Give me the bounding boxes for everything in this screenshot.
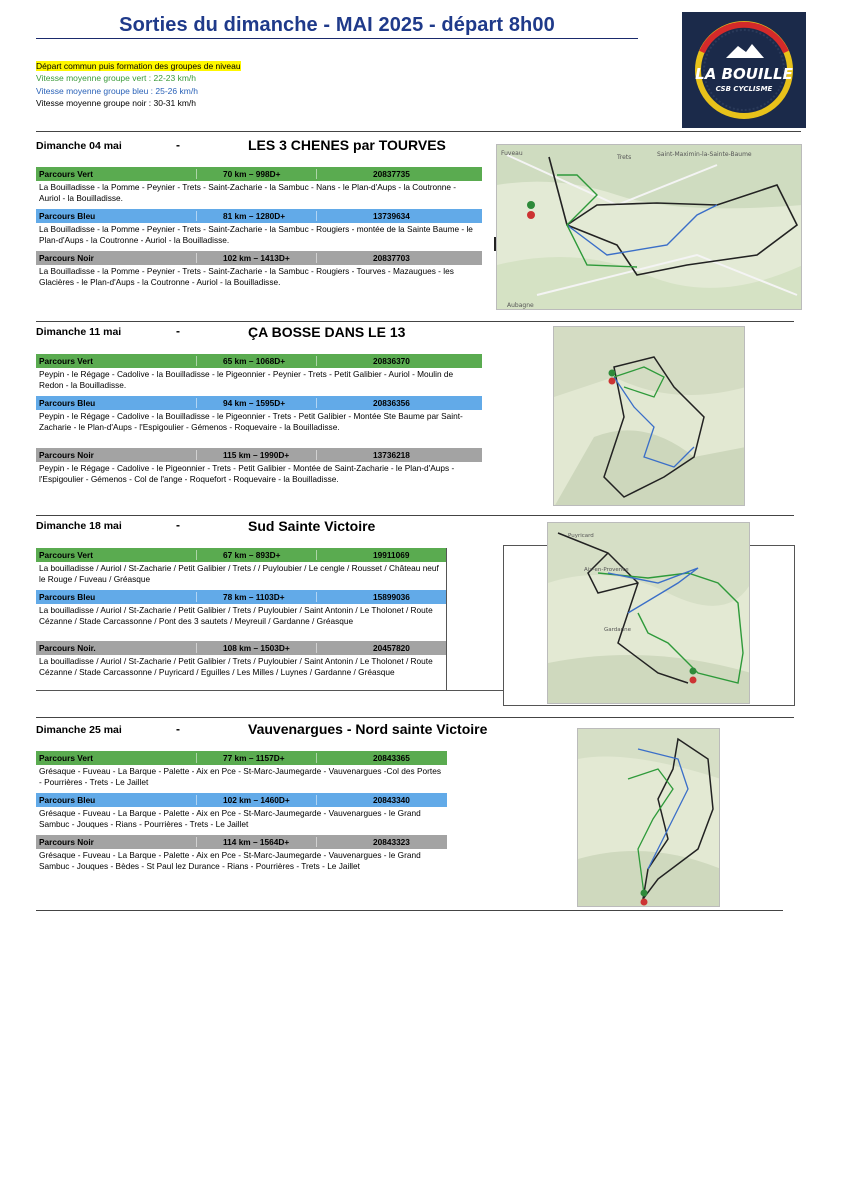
intro-line-bleu: Vitesse moyenne groupe bleu : 25-26 km/h [36, 85, 198, 96]
route-label: Parcours Noir [39, 253, 94, 263]
route-row-bleu[interactable] [36, 396, 482, 410]
route-row-bleu[interactable] [36, 590, 446, 604]
section-title: Sud Sainte Victoire [248, 518, 376, 534]
map-label: Trets [617, 154, 632, 161]
route-map[interactable] [577, 728, 720, 907]
section-dash: - [176, 722, 180, 736]
route-code: 20843340 [316, 795, 447, 805]
route-distance: 102 km – 1460D+ [196, 795, 316, 805]
intro-line-vert: Vitesse moyenne groupe vert : 22-23 km/h [36, 73, 197, 84]
route-row-noir[interactable] [36, 448, 482, 462]
table-connector [447, 690, 503, 691]
section-title: ÇA BOSSE DANS LE 13 [248, 324, 406, 340]
route-distance: 65 km – 1068D+ [196, 356, 316, 366]
route-distance: 114 km – 1564D+ [196, 837, 316, 847]
separator [36, 910, 783, 911]
logo-sub: CSB CYCLISME [715, 85, 773, 93]
route-description: La Bouilladisse - la Pomme - Peynier - Trets - Saint-Zacharie - la Sambuc - Nans - le Plan-d'Aups - la Coutronne - Auriol - la Bouilladisse. [39, 182, 457, 203]
route-description: Grésaque - Fuveau - La Barque - Palette - Aix en Pce - St-Marc-Jaumegarde - Vauvenargues - le Grand Sambuc - Jouques - Bèdes - St Paul lez Durance - Rians - Pourrières - Trets - Le Jaillet [39, 850, 421, 871]
route-map[interactable] [547, 522, 750, 704]
separator [36, 515, 794, 516]
route-distance: 94 km – 1595D+ [196, 398, 316, 408]
route-map[interactable] [553, 326, 745, 506]
route-label: Parcours Bleu [39, 398, 96, 408]
route-description: Peypin - le Régage - Cadolive - la Bouilladisse - le Pigeonnier - Trets - Petit Galibier - Montée Ste Baume par Saint-Zacharie - le Plan-d'Aups - l'Espigoulier - Gémenos - Roquevaire - la Bouilladisse. [39, 411, 463, 432]
route-description: Grésaque - Fuveau - La Barque - Palette - Aix en Pce - St-Marc-Jaumegarde - Vauvenargues -Col des Portes - Pourrières - Trets - Le Jaillet [39, 766, 441, 787]
route-label: Parcours Bleu [39, 211, 96, 221]
logo-name: LA BOUILLE [695, 65, 793, 83]
section-day: Dimanche 11 mai [36, 326, 122, 338]
section-day: Dimanche 18 mai [36, 520, 122, 532]
route-row-noir[interactable] [36, 641, 446, 655]
section-dash: - [176, 518, 180, 532]
section-title: LES 3 CHENES par TOURVES [248, 137, 446, 153]
route-distance: 81 km – 1280D+ [196, 211, 316, 221]
route-row-noir[interactable] [36, 835, 447, 849]
club-logo [682, 12, 806, 128]
route-row-vert[interactable] [36, 167, 482, 181]
route-description: Peypin - le Régage - Cadolive - le Pigeonnier - Trets - Petit Galibier - Montée de Saint-Zacharie - le Plan-d'Aups - l'Espigoulier - Gémenos - Col de l'ange - Roquefort - Roquevaire - la Bouilladisse. [39, 463, 455, 484]
map-label: Fuveau [501, 150, 523, 157]
page-title: Sorties du dimanche - MAI 2025 - départ 8h00 [119, 14, 555, 36]
route-description: Peypin - le Régage - Cadolive - la Bouilladisse - le Pigeonnier - Peynier - Trets - Petit Galibier - Auriol - Moulin de Redon - la Bouilladisse. [39, 369, 454, 390]
route-distance: 77 km – 1157D+ [196, 753, 316, 763]
route-table [36, 354, 482, 487]
section-title: Vauvenargues - Nord sainte Victoire [248, 721, 488, 737]
route-code: 20843323 [316, 837, 447, 847]
route-map[interactable] [496, 144, 802, 310]
route-distance: 78 km – 1103D+ [196, 592, 316, 602]
route-description: La Bouilladisse - la Pomme - Peynier - Trets - Saint-Zacharie - la Sambuc - Rougiers - montée de la Sainte Baume - le Plan-d'Aups - la Coutronne - Auriol - la Bouilladisse. [39, 224, 473, 245]
route-row-bleu[interactable] [36, 209, 482, 223]
route-description: La bouilladisse / Auriol / St-Zacharie / Petit Galibier / Trets / Puyloubier / Saint Antonin / Le Tholonet / Route Cézanne / Stade Carcassonne / Pont des 3 sautets / Meyreuil / Gardanne / Gréasque [39, 605, 433, 626]
route-label: Parcours Bleu [39, 592, 96, 602]
route-code: 19911069 [316, 550, 446, 560]
route-label: Parcours Vert [39, 169, 93, 179]
route-code: 20836370 [316, 356, 482, 366]
route-code: 20836356 [316, 398, 482, 408]
route-label: Parcours Bleu [39, 795, 96, 805]
route-code: 20843365 [316, 753, 447, 763]
map-label: Puyricard [568, 533, 594, 539]
route-code: 20837703 [316, 253, 482, 263]
route-row-vert[interactable] [36, 548, 446, 562]
intro-block [36, 60, 241, 110]
route-label: Parcours Vert [39, 356, 93, 366]
intro-line-noir: Vitesse moyenne groupe noir : 30-31 km/h [36, 98, 197, 109]
map-label: Gardanne [604, 627, 632, 633]
route-label: Parcours Vert [39, 550, 93, 560]
route-description: La Bouilladisse - la Pomme - Peynier - Trets - Saint-Zacharie - la Sambuc - Rougiers - Tourves - Mazaugues - les Glacières - le Plan-d'Aups - la Coutronne - Auriol - la Bouilladisse. [39, 266, 454, 287]
route-row-vert[interactable] [36, 354, 482, 368]
route-distance: 67 km – 893D+ [196, 550, 316, 560]
route-label: Parcours Noir [39, 837, 94, 847]
route-label: Parcours Vert [39, 753, 93, 763]
route-distance: 70 km – 998D+ [196, 169, 316, 179]
route-label: Parcours Noir. [39, 643, 96, 653]
route-row-vert[interactable] [36, 751, 447, 765]
route-code: 20837735 [316, 169, 482, 179]
route-code: 13736218 [316, 450, 482, 460]
route-code: 20457820 [316, 643, 446, 653]
section-dash: - [176, 324, 180, 338]
route-distance: 108 km – 1503D+ [196, 643, 316, 653]
route-row-noir[interactable] [36, 251, 482, 265]
route-row-bleu[interactable] [36, 793, 447, 807]
section-day: Dimanche 25 mai [36, 724, 122, 736]
separator [36, 717, 794, 718]
separator [36, 131, 801, 132]
route-code: 13739634 [316, 211, 482, 221]
intro-line-common: Départ commun puis formation des groupes de niveau [36, 61, 241, 71]
route-table [36, 167, 482, 290]
route-description: La bouilladisse / Auriol / St-Zacharie / Petit Galibier / Trets / Puyloubier / Saint Antonin / Le Tholonet / Route Cézanne / Stade Carcassonne / Puyricard / Eguilles / Les Milles / Luynes / Gardanne / Gréasque [39, 656, 433, 677]
route-code: 15899036 [316, 592, 446, 602]
route-distance: 115 km – 1990D+ [196, 450, 316, 460]
route-description: Grésaque - Fuveau - La Barque - Palette - Aix en Pce - St-Marc-Jaumegarde - Vauvenargues - le Grand Sambuc - Jouques - Rians - Pourrières - Trets - Le Jaillet [39, 808, 421, 829]
map-label: Aubagne [507, 302, 534, 309]
route-distance: 102 km – 1413D+ [196, 253, 316, 263]
route-table [36, 548, 447, 691]
map-label: Aix-en-Provence [584, 567, 629, 573]
page-title-wrap [36, 14, 638, 39]
map-label: Saint-Maximin-la-Sainte-Baume [657, 151, 752, 158]
section-dash: - [176, 138, 180, 152]
separator [36, 321, 794, 322]
section-day: Dimanche 04 mai [36, 140, 122, 152]
route-description: La bouilladisse / Auriol / St-Zacharie / Petit Galibier / Trets / / Puyloubier / Le cengle / Rousset / Château neuf le Rouge / Fuveau / Gréasque [39, 563, 439, 584]
route-table [36, 751, 447, 874]
route-label: Parcours Noir [39, 450, 94, 460]
